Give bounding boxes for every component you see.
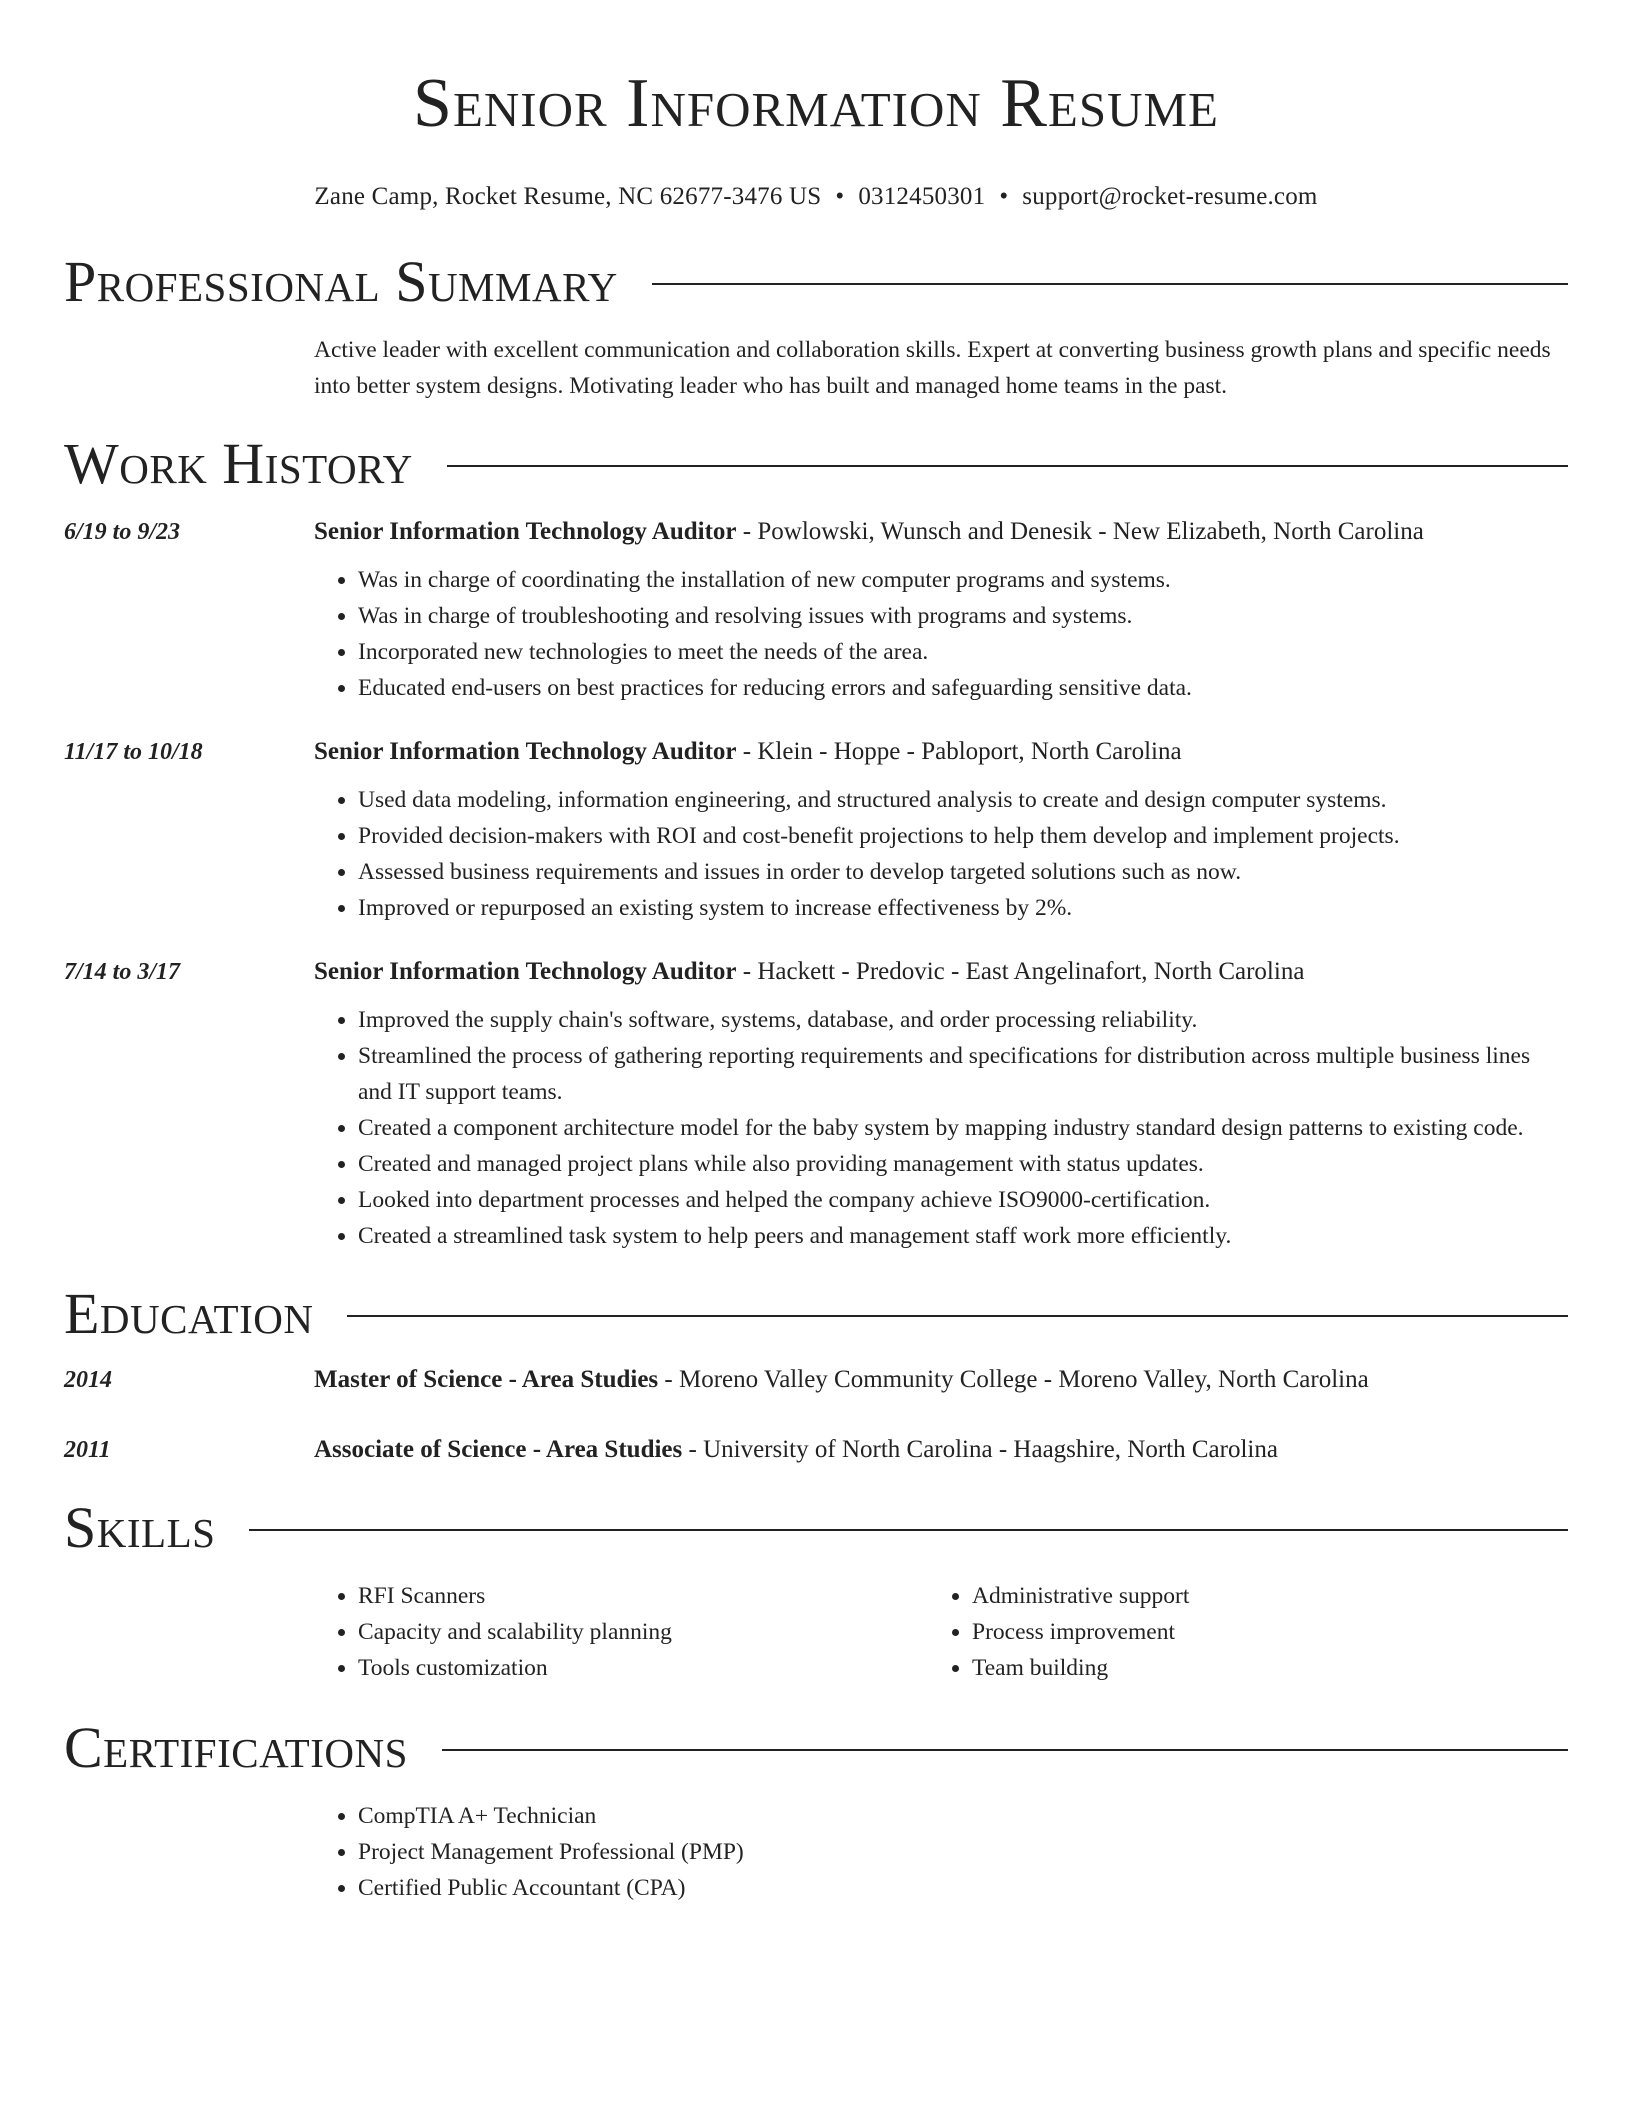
list-item: • Project Management Professional (PMP) bbox=[358, 1834, 1568, 1870]
job-employer: - Klein - Hoppe - Pabloport, North Carolina bbox=[736, 738, 1182, 765]
list-item: • Incorporated new technologies to meet the needs of the area. bbox=[358, 634, 1568, 670]
list-item: • RFI Scanners bbox=[358, 1578, 928, 1614]
job-entry bbox=[64, 514, 1568, 706]
contact-separator: • bbox=[835, 183, 845, 210]
education-body bbox=[314, 1432, 1568, 1468]
job-entry bbox=[64, 954, 1568, 1254]
certifications-list bbox=[314, 1798, 1568, 1906]
list-item: • Was in charge of troubleshooting and resolving issues with programs and systems. bbox=[358, 598, 1568, 634]
list-item: • Created a component architecture model for the baby system by mapping industry standard design patterns to existing code. bbox=[358, 1110, 1568, 1146]
list-item: • Created and managed project plans while also providing management with status updates. bbox=[358, 1146, 1568, 1182]
education-school: - University of North Carolina - Haagshire, North Carolina bbox=[682, 1436, 1278, 1463]
summary-text: Active leader with excellent communication and collaboration skills. Expert at converting business growth plans and specific needs into better system designs. Motivating leader who has built and managed home teams in the past. bbox=[314, 337, 1551, 399]
section-divider bbox=[347, 1315, 1568, 1317]
section-divider bbox=[652, 283, 1568, 285]
education-entry bbox=[64, 1362, 1568, 1398]
section-divider bbox=[249, 1529, 1568, 1531]
education-section-header bbox=[64, 1282, 1568, 1346]
section-divider bbox=[447, 465, 1568, 467]
list-item: • Process improvement bbox=[972, 1614, 1542, 1650]
list-item: • Used data modeling, information engineering, and structured analysis to create and design computer systems. bbox=[358, 782, 1568, 818]
list-item: • Streamlined the process of gathering reporting requirements and specifications for distribution across multiple business lines and IT support teams. bbox=[358, 1038, 1568, 1110]
list-item: • Was in charge of coordinating the installation of new computer programs and systems. bbox=[358, 562, 1568, 598]
resume-title: Senior Information Resume bbox=[413, 65, 1219, 142]
job-bullets bbox=[314, 782, 1568, 926]
skills-column-left bbox=[314, 1578, 928, 1686]
job-title-line bbox=[314, 514, 1568, 550]
certifications-section-header bbox=[64, 1716, 1568, 1780]
education-degree: Associate of Science - Area Studies bbox=[314, 1436, 683, 1463]
education-body bbox=[314, 1362, 1568, 1398]
list-item: • Improved the supply chain's software, systems, database, and order processing reliability. bbox=[358, 1002, 1568, 1038]
skills-column-right bbox=[928, 1578, 1542, 1686]
job-title: Senior Information Technology Auditor bbox=[314, 518, 737, 545]
section-divider bbox=[442, 1749, 1568, 1751]
job-title-line bbox=[314, 954, 1568, 990]
list-item: • Created a streamlined task system to help peers and management staff work more efficiently. bbox=[358, 1218, 1568, 1254]
work-section-header bbox=[64, 432, 1568, 496]
certifications-items bbox=[314, 1798, 1568, 1906]
job-bullets bbox=[314, 562, 1568, 706]
list-item: • CompTIA A+ Technician bbox=[358, 1798, 1568, 1834]
education-entry bbox=[64, 1432, 1568, 1468]
summary-section-header bbox=[64, 250, 1568, 314]
contact-separator: • bbox=[999, 183, 1009, 210]
skills-list bbox=[314, 1578, 1568, 1686]
job-entry bbox=[64, 734, 1568, 926]
contact-phone: 0312450301 bbox=[858, 183, 986, 210]
education-date: 2014 bbox=[64, 1367, 112, 1393]
list-item: • Assessed business requirements and issues in order to develop targeted solutions such as now. bbox=[358, 854, 1568, 890]
job-employer: - Powlowski, Wunsch and Denesik - New Elizabeth, North Carolina bbox=[736, 518, 1424, 545]
job-body bbox=[314, 514, 1568, 706]
education-date: 2011 bbox=[64, 1437, 111, 1463]
education-degree: Master of Science - Area Studies bbox=[314, 1366, 659, 1393]
job-title: Senior Information Technology Auditor bbox=[314, 958, 737, 985]
list-item: • Tools customization bbox=[358, 1650, 928, 1686]
list-item: • Educated end-users on best practices for reducing errors and safeguarding sensitive data. bbox=[358, 670, 1568, 706]
job-employer: - Hackett - Predovic - East Angelinafort, North Carolina bbox=[736, 958, 1305, 985]
list-item: • Looked into department processes and helped the company achieve ISO9000-certification. bbox=[358, 1182, 1568, 1218]
list-item: • Capacity and scalability planning bbox=[358, 1614, 928, 1650]
job-date: 6/19 to 9/23 bbox=[64, 519, 181, 545]
work-heading: Work History bbox=[64, 431, 413, 496]
job-title-line bbox=[314, 734, 1568, 770]
contact-address: Zane Camp, Rocket Resume, NC 62677-3476 US bbox=[314, 183, 822, 210]
list-item: • Improved or repurposed an existing system to increase effectiveness by 2%. bbox=[358, 890, 1568, 926]
list-item: • Certified Public Accountant (CPA) bbox=[358, 1870, 1568, 1906]
contact-email[interactable]: support@rocket-resume.com bbox=[1022, 183, 1318, 210]
list-item: • Administrative support bbox=[972, 1578, 1542, 1614]
job-title: Senior Information Technology Auditor bbox=[314, 738, 737, 765]
job-date: 11/17 to 10/18 bbox=[64, 739, 203, 765]
list-item: • Team building bbox=[972, 1650, 1542, 1686]
skills-heading: Skills bbox=[64, 1495, 216, 1560]
certifications-heading: Certifications bbox=[64, 1715, 408, 1780]
education-heading: Education bbox=[64, 1281, 314, 1346]
education-school: - Moreno Valley Community College - Moreno Valley, North Carolina bbox=[658, 1366, 1369, 1393]
job-date: 7/14 to 3/17 bbox=[64, 959, 181, 985]
job-body bbox=[314, 734, 1568, 926]
contact-line bbox=[64, 182, 1568, 212]
summary-heading: Professional Summary bbox=[64, 249, 618, 314]
list-item: • Provided decision-makers with ROI and cost-benefit projections to help them develop and implement projects. bbox=[358, 818, 1568, 854]
job-bullets bbox=[314, 1002, 1568, 1254]
job-body bbox=[314, 954, 1568, 1254]
skills-section-header bbox=[64, 1496, 1568, 1560]
